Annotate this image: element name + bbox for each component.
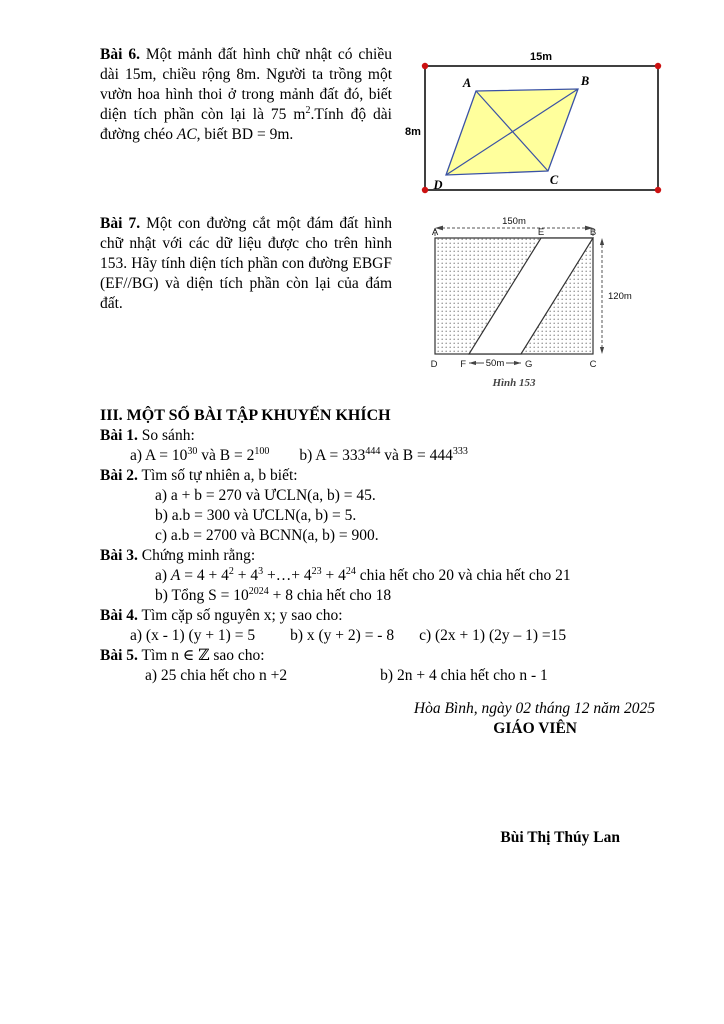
bai6-label: Bài 6.: [100, 46, 140, 63]
text: a) A = 10: [130, 447, 188, 464]
bai6-section: [100, 45, 724, 208]
arrowhead-up: [600, 238, 604, 245]
exponent: 2024: [248, 585, 269, 597]
text: và B = 444: [380, 447, 453, 464]
point-label-d: D: [430, 359, 438, 370]
bai5-items-line: [100, 666, 724, 686]
bai3-item-a: [100, 566, 724, 586]
bai4-label: Bài 4.: [100, 607, 138, 624]
math-var-ac: AC: [176, 126, 197, 143]
exponent: 2: [228, 565, 234, 577]
point-label-c: C: [589, 359, 597, 370]
exponent: 30: [187, 445, 198, 457]
right-dimension-label: 120m: [608, 291, 632, 302]
figure-caption: Hình 153: [492, 377, 536, 389]
exponent: 444: [365, 445, 381, 457]
bai7-section: [100, 214, 724, 404]
text: +…+ 4: [263, 567, 312, 584]
signature-block: [100, 699, 724, 848]
bai6-figure: [400, 47, 662, 208]
bai6-text-1: Một mảnh đất hình chữ nhật có chiều dài 15m, chiều rộng 8m. Người ta trồng một vườn hoa hình thoi ở trong mảnh đất đó, biết diện tích phần còn lại là 75 m: [100, 46, 392, 123]
bai1-items-line: [100, 446, 724, 466]
text: = 4 + 4: [180, 567, 229, 584]
bai1-intro-line: [100, 426, 724, 446]
bai2-intro: Tìm số tự nhiên a, b biết:: [137, 467, 298, 484]
bai6-paragraph: [100, 45, 392, 145]
bai2-item-c: c) a.b = 2700 và BCNN(a, b) = 900.: [155, 527, 379, 544]
bai1-item-a: [130, 446, 269, 466]
text: + 8 chia hết cho 18: [268, 587, 392, 604]
vertex-label-d: D: [433, 178, 443, 192]
exponent: 3: [258, 565, 264, 577]
bai1-intro: So sánh:: [137, 427, 195, 444]
bai7-figure: [425, 214, 670, 404]
text: và B = 2: [197, 447, 255, 464]
bai2-intro-line: [100, 466, 724, 486]
bai5-intro: Tìm n ∈ ℤ sao cho:: [137, 647, 265, 664]
height-dimension-label: 8m: [405, 126, 421, 138]
math-var-a: A: [170, 567, 181, 584]
bai5-label: Bài 5.: [100, 647, 138, 664]
rhombus-diagram: [400, 47, 662, 203]
bai4-intro-line: [100, 606, 724, 626]
bai4-items-line: [100, 626, 724, 646]
vertex-label-b: B: [580, 74, 590, 88]
bai4-intro: Tìm cặp số nguyên x; y sao cho:: [137, 607, 343, 624]
bai6-text-2: .Tính độ dài đường chéo: [100, 106, 392, 143]
bai3-label: Bài 3.: [100, 547, 138, 564]
bai1-item-b: [299, 446, 467, 466]
bai4-item-b: b) x (y + 2) = - 8: [290, 627, 395, 644]
corner-dot: [655, 63, 661, 69]
corner-dot: [422, 187, 428, 193]
bai5-item-b: b) 2n + 4 chia hết cho n - 1: [380, 667, 548, 684]
text: a): [155, 567, 171, 584]
arrowhead-down: [600, 347, 604, 354]
bai3-item-b: [100, 586, 724, 606]
bai7-text: Một con đường cắt một đám đất hình chữ nhật với các dữ liệu được cho trên hình 153. Hãy tính diện tích phần con đường EBGF (EF//BG) và diện tích phần còn lại của đám đất.: [100, 215, 392, 312]
bai5-intro-line: [100, 646, 724, 666]
signature-name: Bùi Thị Thúy Lan: [500, 829, 620, 846]
text: chia hết cho 20 và chia hết cho 21: [355, 567, 571, 584]
signature-role: GIÁO VIÊN: [493, 720, 577, 737]
point-label-f: F: [460, 359, 466, 370]
text: b) Tổng S = 10: [155, 587, 249, 604]
text: + 4: [321, 567, 346, 584]
exponent: 23: [311, 565, 322, 577]
bai7-label: Bài 7.: [100, 215, 141, 232]
bai5-item-a: a) 25 chia hết cho n +2: [145, 667, 288, 684]
road-diagram: [425, 214, 670, 399]
section-3-heading: III. MỘT SỐ BÀI TẬP KHUYẾN KHÍCH: [100, 407, 391, 424]
point-label-g: G: [525, 359, 533, 370]
vertex-label-c: C: [549, 173, 559, 187]
bai2-label: Bài 2.: [100, 467, 138, 484]
text: b) A = 333: [299, 447, 366, 464]
corner-dot: [655, 187, 661, 193]
bottom-dimension-label: 50m: [485, 358, 505, 369]
bai1-label: Bài 1.: [100, 427, 138, 444]
arrowhead-right: [514, 361, 521, 365]
exponent: 100: [254, 445, 270, 457]
corner-dot: [422, 63, 428, 69]
signature-date: Hòa Bình, ngày 02 tháng 12 năm 2025: [413, 700, 655, 717]
bai3-intro-line: [100, 546, 724, 566]
exponent: 2: [305, 104, 311, 116]
bai4-item-a: a) (x - 1) (y + 1) = 5: [130, 627, 256, 644]
bai6-text-3: , biết BD = 9m.: [196, 126, 294, 143]
point-label-e: E: [537, 227, 545, 238]
point-label-a: A: [431, 227, 439, 238]
arrowhead-left: [469, 361, 476, 365]
bai7-paragraph: [100, 214, 392, 314]
exponent: 24: [345, 565, 356, 577]
exponent: 333: [452, 445, 468, 457]
width-dimension-label: 15m: [529, 51, 553, 63]
bai4-item-c: c) (2x + 1) (2y – 1) =15: [419, 627, 567, 644]
bai2-item-a: a) a + b = 270 và ƯCLN(a, b) = 45.: [155, 487, 376, 504]
bai2-item-b: b) a.b = 300 và ƯCLN(a, b) = 5.: [155, 507, 357, 524]
text: + 4: [233, 567, 259, 584]
point-label-b: B: [589, 227, 597, 238]
bai3-intro: Chứng minh rằng:: [137, 547, 256, 564]
vertex-label-a: A: [462, 76, 472, 90]
top-dimension-label: 150m: [502, 216, 526, 227]
